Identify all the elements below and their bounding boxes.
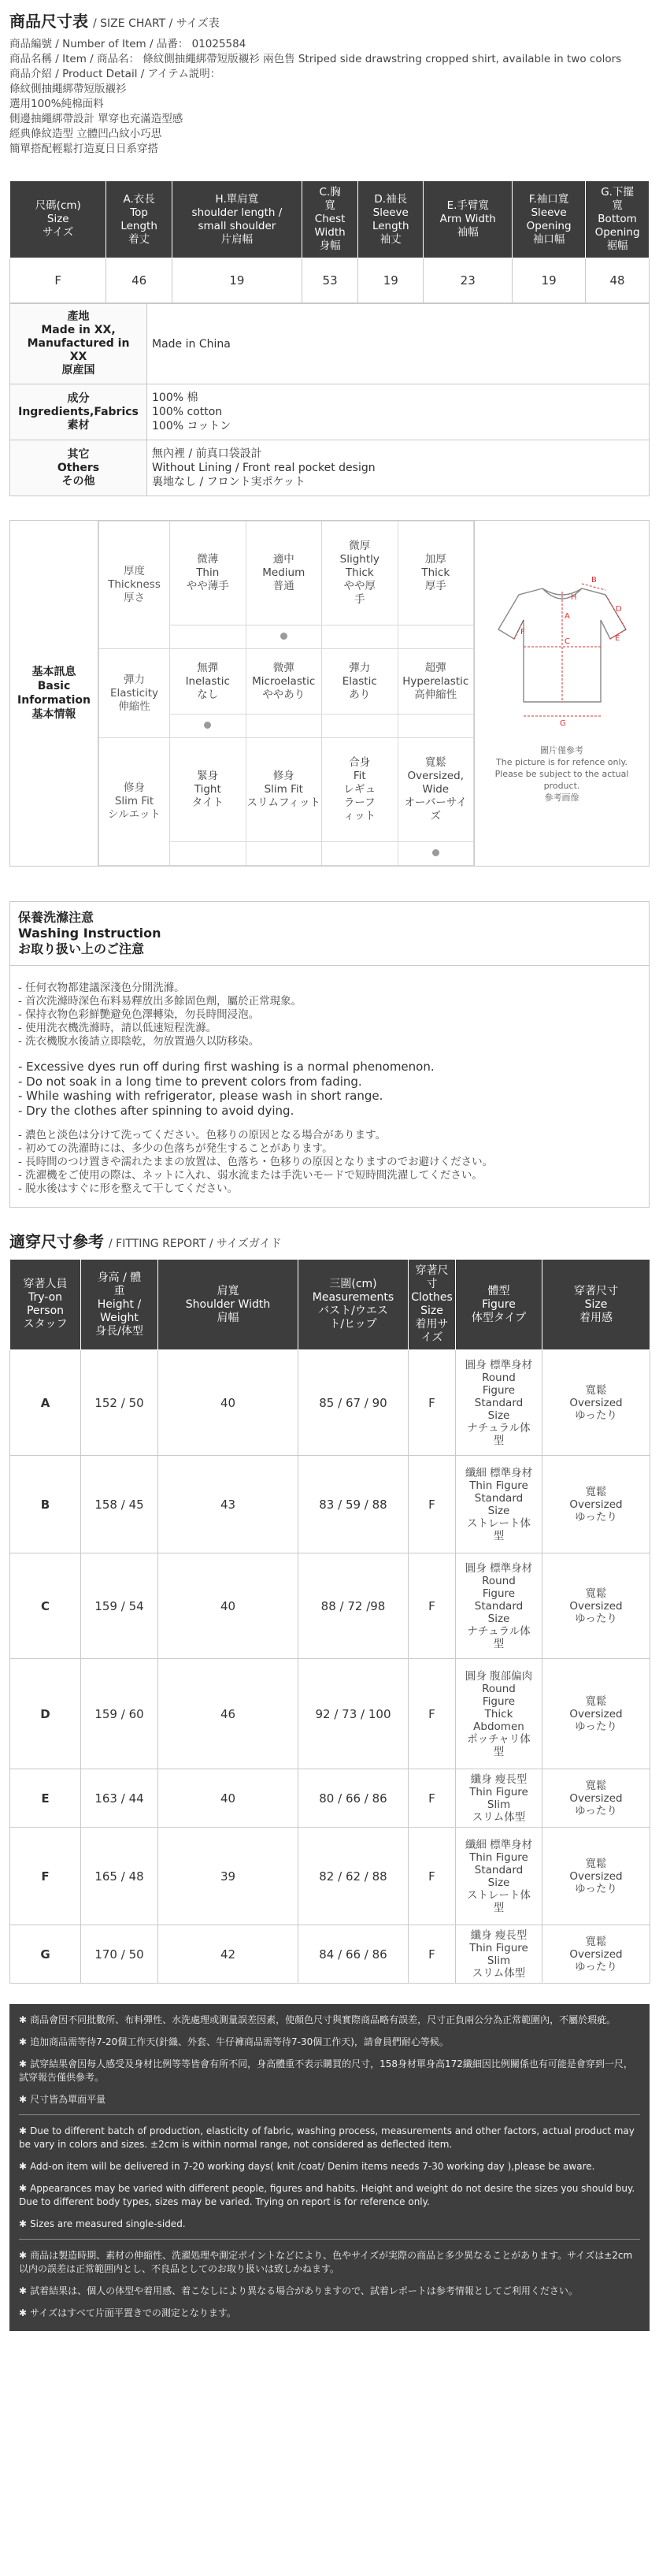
size-chart-header-row (10, 181, 650, 258)
diagram-letter: F (520, 628, 525, 637)
notes-panel (9, 2004, 650, 2331)
size-chart-header-cell: F.袖口寬 Sleeve Opening 袖口幅 (513, 181, 586, 258)
fitting-cell: 165 / 48 (81, 1828, 158, 1925)
washing-instruction-header (9, 901, 650, 966)
selected-dot-icon (204, 722, 211, 729)
washing-zh-list (18, 982, 641, 1049)
basic-info-selection-cell (246, 625, 322, 649)
fitting-cell: 158 / 45 (81, 1456, 158, 1553)
basic-info-selection-cell (322, 715, 398, 738)
basic-info-option: 無彈 Inelastic なし (170, 649, 246, 715)
fitting-header-cell: 穿著尺 寸 Clothes Size 着用サ イズ (409, 1260, 456, 1350)
attribute-value: Made in China (147, 304, 650, 384)
basic-info-selection-cell (398, 625, 474, 649)
fitting-cell: 170 / 50 (81, 1925, 158, 1984)
diagram-letter: A (564, 612, 570, 622)
size-chart-title: 商品尺寸表 (9, 12, 88, 31)
size-chart-cell: F (10, 258, 106, 303)
basic-info-selection-cell (398, 715, 474, 738)
note-item (19, 2160, 640, 2173)
fitting-header-row (10, 1260, 650, 1350)
star-icon: ✱ (19, 2036, 28, 2048)
basic-info-option-row (99, 738, 474, 842)
washing-line: - Excessive dyes run off during first washing is a normal phenomenon. (18, 1060, 435, 1075)
fitting-cell: 88 / 72 /98 (298, 1553, 409, 1659)
fitting-cell: 寬鬆 Oversized ゆったり (542, 1350, 650, 1456)
fitting-cell: E (10, 1769, 81, 1828)
attribute-row (10, 440, 650, 496)
fitting-cell: F (409, 1925, 456, 1984)
washing-instruction-body (9, 966, 650, 1208)
selected-dot-icon (432, 849, 439, 856)
fitting-cell: 159 / 54 (81, 1553, 158, 1659)
fitting-cell: 寬鬆 Oversized ゆったり (542, 1456, 650, 1553)
fitting-cell: 159 / 60 (81, 1659, 158, 1769)
size-chart-title-row (9, 11, 650, 32)
washing-title-en: Washing Instruction (18, 926, 161, 941)
figure-caption (495, 744, 629, 804)
star-icon: ✱ (19, 2183, 28, 2195)
product-header (9, 0, 650, 157)
basic-info-option: 緊身 Tight タイト (170, 738, 246, 842)
product-info-line: 條紋側抽繩綁帶短版襯衫 (9, 83, 127, 95)
fitting-row (10, 1553, 650, 1659)
fitting-cell: F (409, 1350, 456, 1456)
fitting-header-cell: 身高 / 體 重 Height / Weight 身長/体型 (81, 1260, 158, 1350)
attribute-value: 無內裡 / 前真口袋設計 Without Lining / Front real pocket design 裏地なし / フロント実ポケット (147, 440, 650, 496)
fitting-cell: B (10, 1456, 81, 1553)
shirt-diagram-icon (487, 568, 637, 733)
fitting-cell: 寬鬆 Oversized ゆったり (542, 1769, 650, 1828)
fitting-cell: 42 (158, 1925, 298, 1984)
fitting-cell: F (409, 1456, 456, 1553)
washing-line: - While washing with refrigerator, please wash in short range. (18, 1089, 383, 1104)
product-info-line: 簡單搭配輕鬆打造夏日日系穿搭 (9, 143, 158, 155)
fitting-cell: F (10, 1828, 81, 1925)
washing-line: - 洗濯機をご使用の際は、ネットに入れ、弱水流または手洗いモードで短時間洗濯してください。 (18, 1169, 483, 1182)
size-chart-header-cell: H.單肩寬 shoulder length / small shoulder 片肩幅 (172, 181, 302, 258)
size-chart-table (9, 180, 650, 303)
size-chart-cell: 19 (358, 258, 424, 303)
figure-caption-line: 參考画像 (544, 792, 579, 804)
product-info-line: 經典條紋造型 立體凹凸紋小巧思 (9, 128, 162, 140)
fitting-cell: 84 / 66 / 86 (298, 1925, 409, 1984)
note-item (19, 2218, 640, 2231)
fitting-header-cell: 體型 Figure 体型タイプ (456, 1260, 542, 1350)
product-info-line: 商品編號 / Number of Item / 品番： 01025584 (9, 38, 246, 50)
washing-line: - 濃色と淡色は分けて洗ってください。色移りの原因となる場合があります。 (18, 1129, 387, 1142)
fitting-cell: 152 / 50 (81, 1350, 158, 1456)
size-chart-cell: 23 (424, 258, 513, 303)
attribute-table (9, 303, 650, 496)
product-info-lines (9, 37, 650, 157)
selected-dot-icon (280, 633, 287, 640)
washing-line: - Do not soak in a long time to prevent colors from fading. (18, 1074, 362, 1089)
washing-line: - 脱水後はすぐに形を整えて干してください。 (18, 1182, 239, 1196)
fitting-cell: 寬鬆 Oversized ゆったり (542, 1925, 650, 1984)
note-text: Appearances may be varied with different people, figures and habits. Height and weight do not desire the sizes you should buy. Due to different body types, sizes may be varied. Trying on report is for reference only. (19, 2183, 635, 2208)
fitting-cell: 92 / 73 / 100 (298, 1659, 409, 1769)
washing-ja-list (18, 1129, 641, 1196)
star-icon: ✱ (19, 2094, 28, 2106)
washing-line: - Dry the clothes after spinning to avoid dying. (18, 1103, 294, 1118)
size-chart-subtitle: / SIZE CHART / サイズ表 (93, 17, 220, 30)
basic-information-panel (9, 520, 650, 867)
notes-en (19, 2125, 640, 2231)
fitting-cell: C (10, 1553, 81, 1659)
star-icon: ✱ (19, 2285, 28, 2297)
fitting-report-subtitle: / FITTING REPORT / サイズガイド (109, 1238, 282, 1251)
fitting-cell: 40 (158, 1350, 298, 1456)
fitting-header-cell: 穿著人員 Try-on Person スタッフ (10, 1260, 81, 1350)
fitting-cell: 80 / 66 / 86 (298, 1769, 409, 1828)
fitting-cell: 85 / 67 / 90 (298, 1350, 409, 1456)
diagram-letter: B (591, 576, 597, 585)
size-chart-row (10, 258, 650, 303)
diagram-letter: H (570, 593, 577, 603)
basic-info-row-label: 厚度 Thickness 厚さ (99, 522, 170, 649)
notes-ja (19, 2249, 640, 2320)
fitting-row (10, 1350, 650, 1456)
size-chart-header-cell: E.手臂寬 Arm Width 袖幅 (424, 181, 513, 258)
basic-info-option: 微薄 Thin やや薄手 (170, 522, 246, 625)
fitting-row (10, 1769, 650, 1828)
basic-info-option: 適中 Medium 普通 (246, 522, 322, 625)
size-chart-header-cell: C.胸 寬 Chest Width 身幅 (302, 181, 358, 258)
size-chart-header-cell: A.衣長 Top Length 着丈 (106, 181, 172, 258)
basic-info-option-row (99, 649, 474, 715)
basic-info-option: 加厚 Thick 厚手 (398, 522, 474, 625)
note-item (19, 2058, 640, 2084)
product-info-line: 商品介紹 / Product Detail / アイテム説明： (9, 68, 221, 80)
note-item (19, 2285, 640, 2298)
figure-caption-line: product. (543, 781, 580, 792)
fitting-cell: 43 (158, 1456, 298, 1553)
fitting-cell: 40 (158, 1769, 298, 1828)
note-item (19, 2182, 640, 2209)
fitting-row (10, 1456, 650, 1553)
fitting-cell: F (409, 1828, 456, 1925)
washing-line: - 首次洗滌時深色布料易釋放出多餘固色劑，屬於正常現象。 (18, 995, 302, 1008)
fitting-cell: 82 / 62 / 88 (298, 1828, 409, 1925)
basic-info-option: 彈力 Elastic あり (322, 649, 398, 715)
fitting-cell: 83 / 59 / 88 (298, 1456, 409, 1553)
basic-info-selection-cell (170, 625, 246, 649)
fitting-cell: 圓身 標準身材 Round Figure Standard Size ナチュラル体 型 (456, 1553, 542, 1659)
note-item (19, 2125, 640, 2151)
fitting-cell: 39 (158, 1828, 298, 1925)
basic-info-option-row (99, 522, 474, 625)
basic-info-option: 合身 Fit レギュ ラーフ ィット (322, 738, 398, 842)
figure-caption-line: Please be subject to the actual (494, 769, 629, 780)
note-item (19, 2014, 640, 2027)
note-item (19, 2307, 640, 2320)
washing-en-list (18, 1060, 641, 1118)
fitting-report-title-row (9, 1231, 650, 1259)
fitting-cell: F (409, 1553, 456, 1659)
size-chart-cell: 53 (302, 258, 358, 303)
basic-info-row-label: 修身 Slim Fit シルエット (99, 738, 170, 866)
fitting-report-table (9, 1259, 650, 1984)
attribute-value: 100% 棉 100% cotton 100% コットン (147, 384, 650, 440)
fitting-cell: 纖細 標準身材 Thin Figure Standard Size ストレート体 型 (456, 1456, 542, 1553)
star-icon: ✱ (19, 2014, 28, 2026)
basic-info-row-label: 彈力 Elasticity 伸縮性 (99, 649, 170, 738)
fitting-cell: 寬鬆 Oversized ゆったり (542, 1828, 650, 1925)
fitting-cell: 46 (158, 1659, 298, 1769)
size-chart-cell: 19 (513, 258, 586, 303)
fitting-cell: D (10, 1659, 81, 1769)
product-info-line: 商品名稱 / Item / 商品名： 條紋側抽繩綁帶短版襯衫 兩色售 Striped side drawstring cropped shirt, available in two colors (9, 53, 622, 65)
note-text: Sizes are measured single-sided. (30, 2218, 186, 2230)
diagram-letter: E (614, 634, 620, 644)
fitting-row (10, 1659, 650, 1769)
garment-diagram (475, 521, 649, 866)
diagram-letter: G (559, 719, 566, 729)
attribute-row (10, 384, 650, 440)
washing-line: - 初めての洗濯時には、多少の色落ちが発生することがあります。 (18, 1142, 333, 1156)
note-item (19, 2249, 640, 2276)
note-text: Due to different batch of production, elasticity of fabric, washing process, measurements and other factors, actual product may be vary in colors and sizes. ±2cm is within normal range, not considered as deflected item. (19, 2125, 635, 2151)
product-info-line: 側邊抽繩綁帶設計 單穿也充滿造型感 (9, 113, 183, 125)
star-icon: ✱ (19, 2218, 28, 2230)
fitting-cell: 寬鬆 Oversized ゆったり (542, 1553, 650, 1659)
figure-caption-line: 圖片僅參考 (539, 745, 583, 756)
product-info-line: 選用100%純棉面料 (9, 98, 104, 110)
fitting-header-cell: 三圍(cm) Measurements バスト/ウエス ト/ヒップ (298, 1260, 409, 1350)
fitting-row (10, 1828, 650, 1925)
basic-info-option: 微厚 Slightly Thick やや厚 手 (322, 522, 398, 625)
size-chart-cell: 48 (586, 258, 650, 303)
size-chart-cell: 19 (172, 258, 302, 303)
fitting-cell: 纖細 標準身材 Thin Figure Standard Size ストレート体 型 (456, 1828, 542, 1925)
washing-line: - 保持衣物色彩鮮艷避免色澤轉染，勿長時間浸泡。 (18, 1008, 260, 1022)
note-text: 試穿結果會因每人感受及身材比例等等皆會有所不同，身高體重不表示購買的尺寸，158身材單身高172纖細因比例關係也有可能是會穿到一尺，試穿報告僅供參考。 (19, 2058, 633, 2084)
washing-title-ja: お取り扱い上のご注意 (18, 941, 145, 957)
star-icon: ✱ (19, 2161, 28, 2173)
note-text: 試着結果は、個人の体型や着用感、着こなしにより異なる場合がありますので、試着レポートは参考情報としてご利用ください。 (30, 2285, 578, 2297)
basic-info-option: 寬鬆 Oversized, Wide オーバーサイ ズ (398, 738, 474, 842)
fitting-cell: 寬鬆 Oversized ゆったり (542, 1659, 650, 1769)
fitting-cell: 圓身 標準身材 Round Figure Standard Size ナチュラル体 型 (456, 1350, 542, 1456)
fitting-cell: F (409, 1769, 456, 1828)
note-text: 尺寸皆為單面平量 (30, 2094, 106, 2106)
washing-line: - 任何衣物都建議深淺色分開洗滌。 (18, 982, 185, 995)
note-item (19, 2036, 640, 2049)
star-icon: ✱ (19, 2125, 28, 2137)
basic-info-selection-cell (170, 842, 246, 866)
size-chart-header-cell: 尺碼(cm) Size サイズ (10, 181, 106, 258)
basic-info-selection-cell (322, 625, 398, 649)
note-item (19, 2093, 640, 2106)
basic-info-option: 微彈 Microelastic ややあり (246, 649, 322, 715)
note-text: 商品は製造時期、素材の伸縮性、洗濯処理や測定ポイントなどにより、色やサイズが実際の商品と多少異なることがあります。サイズは±2cm以内の誤差は正常範囲内とし、不良品としてのお取り扱いは致しかねます。 (19, 2250, 633, 2275)
basic-info-selection-cell (170, 715, 246, 738)
basic-info-selection-cell (398, 842, 474, 866)
notes-zh (19, 2014, 640, 2106)
fitting-cell: G (10, 1925, 81, 1984)
washing-line: - 長時間のつけ置きや濡れたままの放置は、色落ち・色移りの原因となりますのでお避けください。 (18, 1156, 494, 1169)
note-text: 商品會因不同批數所、布料彈性、水洗處理或測量誤差因素，使顏色尺寸與實際商品略有誤差，尺寸正負兩公分為正常範圍內，不屬於瑕疵。 (30, 2014, 616, 2026)
diagram-letter: C (564, 637, 570, 647)
fitting-cell: A (10, 1350, 81, 1456)
fitting-row (10, 1925, 650, 1984)
basic-info-option: 修身 Slim Fit スリムフィット (246, 738, 322, 842)
fitting-cell: 163 / 44 (81, 1769, 158, 1828)
basic-info-option: 超彈 Hyperelastic 高伸縮性 (398, 649, 474, 715)
fitting-cell: 纖身 瘦長型 Thin Figure Slim スリム体型 (456, 1769, 542, 1828)
star-icon: ✱ (19, 2250, 28, 2262)
basic-information-label: 基本訊息 Basic Information 基本情報 (10, 521, 98, 866)
note-text: Add-on item will be delivered in 7-20 working days( knit /coat/ Denim items needs 7-30 working day ),please be aware. (30, 2161, 595, 2173)
basic-information-grid (98, 521, 475, 866)
attribute-label: 成分 Ingredients,Fabrics 素材 (10, 384, 147, 440)
attribute-label: 其它 Others その他 (10, 440, 147, 496)
size-chart-header-cell: G.下擺 寬 Bottom Opening 裾幅 (586, 181, 650, 258)
fitting-cell: F (409, 1659, 456, 1769)
fitting-header-cell: 穿著尺寸 Size 着用感 (542, 1260, 650, 1350)
fitting-report-title: 適穿尺寸參考 (9, 1232, 104, 1252)
note-text: サイズはすべて片面平置きでの測定となります。 (30, 2307, 236, 2319)
attribute-label: 產地 Made in XX, Manufactured in XX 原産国 (10, 304, 147, 384)
basic-info-selection-cell (322, 842, 398, 866)
star-icon: ✱ (19, 2058, 28, 2070)
size-chart-header-cell: D.袖長 Sleeve Length 袖丈 (358, 181, 424, 258)
washing-line: - 使用洗衣機洗滌時，請以低速短程洗滌。 (18, 1022, 217, 1035)
diagram-letter: D (615, 605, 622, 614)
washing-line: - 洗衣機脫水後請立即陰乾，勿放置過久以防移染。 (18, 1035, 260, 1049)
size-chart-cell: 46 (106, 258, 172, 303)
figure-caption-line: The picture is for refence only. (496, 757, 628, 768)
attribute-row (10, 304, 650, 384)
fitting-cell: 圓身 腹部偏肉 Round Figure Thick Abdomen ポッチャリ体 型 (456, 1659, 542, 1769)
star-icon: ✱ (19, 2307, 28, 2319)
fitting-header-cell: 肩寬 Shoulder Width 肩幅 (158, 1260, 298, 1350)
note-text: 追加商品需等待7-20個工作天(針織、外套、牛仔褲商品需等待7-30個工作天)，請會員們耐心等候。 (30, 2036, 449, 2048)
basic-info-selection-cell (246, 715, 322, 738)
washing-title-zh: 保養洗滌注意 (18, 910, 94, 926)
fitting-cell: 纖身 瘦長型 Thin Figure Slim スリム体型 (456, 1925, 542, 1984)
fitting-cell: 40 (158, 1553, 298, 1659)
basic-info-selection-cell (246, 842, 322, 866)
